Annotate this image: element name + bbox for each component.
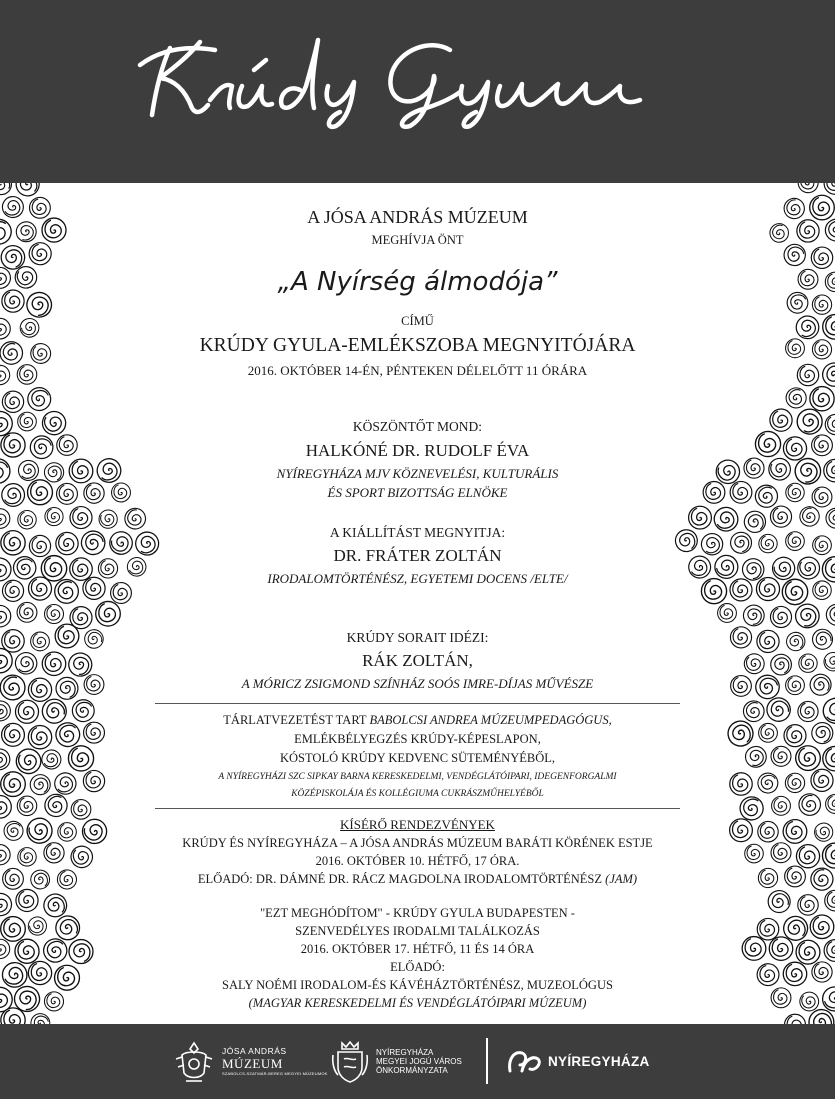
logo3-text: NYÍREGYHÁZA — [548, 1053, 650, 1069]
swirl-ornament — [796, 845, 819, 868]
swirl-ornament — [0, 605, 11, 626]
swirl-ornament — [785, 866, 806, 887]
swirl-ornament — [806, 670, 835, 699]
swirl-ornament — [810, 387, 834, 411]
swirl-ornament — [41, 556, 66, 581]
swirl-ornament — [797, 364, 818, 385]
swirl-ornament — [0, 215, 16, 249]
swirl-ornament — [785, 773, 804, 792]
swirl-ornament — [826, 795, 835, 814]
swirl-ornament — [29, 773, 52, 796]
swirl-ornament — [0, 267, 10, 288]
swirl-ornament — [17, 796, 36, 815]
swirl-ornament — [28, 868, 52, 892]
swirl-ornament — [796, 746, 821, 771]
swirl-ornament — [18, 848, 36, 866]
swirl-ornament — [754, 674, 781, 701]
swirl-ornament — [782, 242, 807, 267]
swirl-ornament — [69, 939, 93, 963]
swirl-ornament — [757, 918, 779, 940]
swirl-ornament — [786, 483, 804, 501]
swirl-ornament — [1, 917, 26, 942]
swirl-ornament — [740, 602, 767, 629]
brand-mark-icon — [504, 1045, 542, 1079]
swirl-ornament — [799, 654, 817, 672]
swirl-ornament — [784, 725, 806, 747]
logo2-line1: NYÍREGYHÁZA — [376, 1047, 434, 1057]
logo2-line3: ÖNKORMÁNYZATA — [376, 1066, 448, 1076]
swirl-ornament — [770, 654, 792, 676]
swirl-ornament — [771, 988, 791, 1008]
swirl-ornament — [28, 577, 51, 600]
swirl-ornament — [29, 535, 50, 556]
swirl-ornament — [820, 695, 835, 726]
swirl-ornament — [795, 183, 822, 196]
swirl-ornament — [822, 843, 835, 868]
event2-speaker: SALY NOÉMI IRODALOM-ÉS KÁVÉHÁZTÖRTÉNÉSZ, MUZEOLÓGUS — [222, 978, 613, 992]
swirl-ornament — [84, 483, 104, 503]
event2-date: 2016. OKTÓBER 17. HÉTFŐ, 11 ÉS 14 ÓRA — [300, 942, 535, 956]
swirl-ornament — [28, 241, 53, 266]
swirl-ornament — [79, 529, 107, 557]
swirl-ornament — [31, 632, 50, 651]
swirl-ornament — [782, 384, 810, 412]
josa-museum-logo — [172, 1024, 328, 1099]
invites-text: MEGHÍVJA ÖNT — [371, 233, 464, 247]
swirl-ornament — [68, 843, 96, 871]
swirl-ornament — [825, 603, 835, 626]
greeting-label: KÖSZÖNTŐT MOND: — [352, 419, 483, 434]
swirl-ornament — [756, 771, 780, 795]
swirl-ornament — [718, 604, 737, 623]
swirl-ornament — [98, 559, 117, 578]
opening-name: DR. FRÁTER ZOLTÁN — [333, 546, 502, 565]
swirl-ornament — [28, 725, 51, 748]
greeting-role-line2: ÉS SPORT BIZOTTSÁG ELNÖKE — [327, 485, 508, 500]
swirl-ornament — [797, 220, 819, 242]
swirl-ornament — [84, 722, 105, 743]
logo1-line2: MÚZEUM — [222, 1055, 283, 1071]
swirl-ornament — [44, 462, 64, 482]
swirl-ornament — [825, 272, 835, 291]
swirl-ornament — [0, 337, 27, 369]
swirl-ornament — [725, 718, 757, 750]
tour-prefix: TÁRLATVEZETÉST TART — [223, 713, 367, 727]
swirl-ornament — [0, 796, 11, 819]
swirl-ornament — [783, 962, 806, 985]
swirl-ornament — [0, 363, 12, 387]
swirl-ornament — [796, 503, 823, 530]
footer-divider — [486, 1038, 488, 1084]
swirl-ornament — [81, 626, 107, 652]
swirl-ornament — [764, 886, 795, 917]
event1-speaker — [125, 872, 710, 887]
swirl-ornament — [730, 773, 752, 795]
swirl-ornament — [42, 218, 66, 242]
swirl-ornament — [786, 339, 805, 358]
swirl-ornament — [40, 748, 62, 770]
swirl-ornament — [18, 316, 42, 340]
swirl-ornament — [819, 359, 835, 390]
greeting-name: HALKÓNÉ DR. RUDOLF ÉVA — [305, 441, 530, 460]
swirl-ornament — [798, 269, 818, 289]
swirl-ornament — [771, 843, 791, 863]
swirl-ornament — [12, 650, 39, 677]
swirl-ornament — [28, 678, 51, 701]
swirl-ornament — [757, 630, 779, 652]
event2-title-line2: SZENVEDÉLYES IRODALMI TALÁLKOZÁS — [295, 924, 540, 938]
museum-name: A JÓSA ANDRÁS MÚZEUM — [307, 207, 528, 227]
swirl-ornament — [2, 630, 24, 652]
swirl-ornament — [57, 822, 76, 841]
swirl-ornament — [83, 770, 104, 791]
swirl-ornament — [770, 606, 791, 627]
school-line1: A NYÍREGYHÁZI SZC SIPKAY BARNA KERESKEDELMI, VENDÉGLÁTÓIPARI, IDEGENFORGALMI — [218, 772, 617, 782]
signature-image — [130, 20, 700, 130]
swirl-ornament — [0, 939, 10, 958]
swirl-ornament — [756, 963, 780, 987]
swirl-ornament — [811, 819, 835, 844]
swirl-ornament — [812, 487, 832, 507]
swirl-ornament — [0, 459, 10, 484]
swirl-ornament — [23, 289, 55, 321]
swirl-ornament — [822, 986, 835, 1012]
swirl-ornament — [744, 458, 764, 478]
swirl-ornament — [2, 290, 24, 312]
event1-speaker-text: ELŐADÓ: DR. DÁMNÉ DR. RÁCZ MAGDOLNA IRODALOMTÖRTÉNÉSZ — [197, 872, 603, 886]
swirl-ornament — [28, 196, 51, 219]
swirl-ornament — [771, 746, 791, 766]
nyiregyhaza-brand-logo — [504, 1024, 650, 1099]
invitation-content — [125, 183, 710, 1024]
swirl-ornament — [811, 769, 833, 791]
swirl-ornament — [0, 509, 10, 529]
swirl-ornament — [83, 577, 105, 599]
school-line2: KÖZÉPISKOLÁJA ÉS KOLLÉGIUMA CUKRÁSZMŰHELYÉBŐL — [291, 789, 544, 799]
swirl-ornament — [55, 624, 79, 648]
tour-line — [125, 713, 710, 728]
swirl-ornament — [0, 482, 26, 509]
swirl-ornament — [44, 992, 63, 1011]
swirl-ornament — [18, 412, 37, 431]
swirl-ornament — [824, 183, 835, 194]
swirl-ornament — [26, 914, 49, 937]
swirl-ornament — [42, 652, 65, 675]
swirl-ornament — [782, 818, 808, 844]
swirl-ornament — [18, 510, 36, 528]
greeting-role-line1: NYÍREGYHÁZA MJV KÖZNEVELÉSI, KULTURÁLIS — [276, 466, 559, 481]
logo1-line1: JÓSA ANDRÁS — [222, 1045, 287, 1056]
swirl-ornament — [730, 819, 753, 842]
swirl-ornament — [786, 532, 805, 551]
swirl-ornament — [28, 480, 53, 505]
swirl-ornament — [755, 431, 780, 456]
swirl-ornament — [792, 312, 823, 343]
swirl-ornament — [798, 701, 818, 721]
swirl-ornament — [756, 577, 779, 600]
event1-title: KRÚDY ÉS NYÍREGYHÁZA – A JÓSA ANDRÁS MÚZEUM BARÁTI KÖRÉNEK ESTJE — [182, 836, 653, 850]
header-band — [0, 0, 835, 183]
city-coat-of-arms-icon — [330, 1039, 370, 1085]
swirl-ornament — [741, 742, 770, 771]
swirl-ornament — [28, 341, 53, 366]
swirl-ornament — [822, 557, 835, 582]
swirl-ornament — [712, 505, 740, 533]
swirl-ornament — [57, 483, 78, 504]
swirl-ornament — [1, 433, 25, 457]
swirl-ornament — [71, 698, 96, 723]
swirl-ornament — [772, 796, 791, 815]
swirl-ornament — [766, 220, 792, 246]
swirl-ornament — [96, 601, 121, 626]
swirl-ornament — [812, 295, 831, 314]
swirl-ornament — [0, 745, 14, 773]
swirl-ornament — [812, 962, 832, 982]
swirl-ornament — [56, 677, 78, 699]
swirl-ornament — [729, 531, 753, 555]
swirl-ornament — [795, 790, 825, 820]
swirl-ornament — [78, 815, 112, 849]
footer-band — [0, 1024, 835, 1099]
swirl-ornament — [810, 195, 835, 220]
swirl-ornament — [2, 819, 25, 842]
quotes-name: RÁK ZOLTÁN, — [362, 651, 473, 670]
event-title: „A Nyírség álmodója” — [277, 267, 558, 297]
event2-title-line1: "EZT MEGHÓDÍTOM" - KRÚDY GYULA BUDAPESTEN - — [260, 906, 575, 920]
swirl-ornament — [769, 937, 792, 960]
swirl-ornament — [759, 723, 778, 742]
swirl-ornament — [56, 532, 78, 554]
swirl-ornament — [44, 843, 64, 863]
swirl-ornament — [730, 481, 752, 503]
swirl-ornament — [758, 868, 777, 887]
tour-guide: BABOLCSI ANDREA MÚZEUMPEDAGÓGUS, — [369, 713, 612, 727]
swirl-ornament — [1, 772, 26, 797]
swirl-ornament — [825, 890, 835, 911]
swirl-ornament — [52, 770, 79, 797]
quotes-label: KRÚDY SORAIT IDÉZI: — [346, 630, 489, 645]
swirl-ornament — [56, 869, 78, 891]
swirl-ornament — [782, 579, 807, 604]
swirl-ornament — [45, 507, 63, 525]
swirl-ornament — [17, 602, 37, 622]
swirl-ornament — [70, 558, 93, 581]
swirl-ornament — [71, 800, 91, 820]
divider-bottom — [155, 808, 680, 809]
swirl-ornament — [796, 940, 820, 964]
swirl-ornament — [770, 506, 791, 527]
swirl-ornament — [813, 536, 832, 555]
swirl-ornament — [0, 698, 13, 723]
swirl-ornament — [55, 965, 80, 990]
swirl-ornament — [783, 437, 806, 460]
swirl-ornament — [730, 627, 751, 648]
swirl-ornament — [68, 746, 93, 771]
swirl-ornament — [824, 459, 835, 481]
swirl-ornament — [0, 891, 14, 918]
swirl-ornament — [17, 365, 37, 385]
swirl-ornament — [16, 889, 38, 911]
swirl-ornament — [812, 340, 831, 359]
swirl-ornament — [812, 435, 833, 456]
swirl-ornament — [794, 553, 824, 583]
swirl-ornament — [95, 506, 121, 532]
swirl-ornament — [1, 245, 25, 269]
swirl-ornament — [758, 821, 778, 841]
event1-speaker-suffix: (JAM) — [605, 872, 638, 886]
logo1-line3: SZABOLCS-SZATMÁR-BEREG MEGYEI MÚZEUMOK — [222, 1070, 328, 1076]
divider-top — [155, 703, 680, 704]
swirl-ornament — [15, 700, 38, 723]
opening-role: IRODALOMTÖRTÉNÉSZ, EGYETEMI DOCENS /ELTE/ — [267, 571, 568, 586]
swirl-ornament — [784, 630, 807, 653]
swirl-ornament — [70, 507, 92, 529]
swirl-ornament — [12, 218, 40, 246]
swirl-ornament — [785, 1014, 806, 1024]
event-date: 2016. OKTÓBER 14-ÉN, PÉNTEKEN DÉLELŐTT 11 ÓRÁRA — [247, 363, 588, 378]
swirl-ornament — [29, 434, 55, 460]
swirl-ornament — [44, 604, 63, 623]
swirl-ornament — [3, 868, 24, 889]
nyiregyhaza-city-logo — [330, 1024, 462, 1099]
swirl-ornament — [731, 676, 752, 697]
swirl-ornament — [786, 292, 808, 314]
swirl-ornament — [2, 723, 25, 746]
swirl-ornament — [811, 247, 832, 268]
swirl-ornament — [1, 531, 25, 555]
swirl-ornament — [0, 845, 10, 865]
opening-label: A KIÁLLÍTÁST MEGNYITJA: — [329, 525, 506, 540]
swirl-ornament — [781, 195, 808, 222]
swirl-ornament — [0, 556, 13, 582]
event-name: KRÚDY GYULA-EMLÉKSZOBA MEGNYITÓJÁRA — [199, 335, 636, 356]
swirl-ornament — [15, 939, 39, 963]
titled-text: CÍMŰ — [401, 314, 434, 328]
swirl-ornament — [823, 746, 835, 770]
swirl-ornament — [820, 649, 835, 675]
swirl-ornament — [770, 409, 792, 431]
swirl-ornament — [823, 413, 835, 437]
swirl-ornament — [1, 579, 25, 603]
quotes-role: A MÓRICZ ZSIGMOND SZÍNHÁZ SOÓS IMRE-DÍJAS MŰVÉSZE — [241, 676, 594, 691]
swirl-ornament — [0, 318, 10, 339]
swirl-ornament — [30, 1012, 51, 1024]
swirl-ornament — [57, 435, 78, 456]
swirl-ornament — [786, 676, 805, 695]
swirl-ornament — [810, 915, 834, 939]
event2-speaker-label: ELŐADÓ: — [390, 960, 445, 974]
swirl-ornament — [2, 391, 23, 412]
swirl-ornament — [713, 553, 740, 580]
swirl-ornament — [824, 940, 835, 962]
tasting-line: KÓSTOLÓ KRÚDY KEDVENC SÜTEMÉNYÉBŐL, — [280, 751, 555, 765]
swirl-ornament — [69, 459, 93, 483]
swirl-ornament — [810, 721, 834, 745]
swirl-ornament — [2, 962, 28, 988]
swirl-ornament — [809, 626, 835, 653]
swirl-ornament — [807, 864, 835, 894]
swirl-ornament — [822, 504, 835, 532]
swirl-ornament — [759, 534, 777, 552]
swirl-ornament — [28, 961, 51, 984]
swirl-ornament — [84, 675, 104, 695]
swirl-ornament — [93, 455, 125, 487]
event2-institution: (MAGYAR KERESKEDELMI ÉS VENDÉGLÁTÓIPARI MÚZEUM) — [248, 996, 587, 1010]
swirl-ornament — [742, 651, 767, 676]
swirl-ornament — [798, 895, 818, 915]
swirl-ornament — [813, 581, 832, 600]
swirl-ornament — [730, 579, 752, 601]
logo2-line2: MEGYEI JOGÚ VÁROS — [376, 1056, 462, 1066]
swirl-ornament — [1, 195, 26, 220]
swirl-ornament — [742, 937, 766, 961]
swirl-ornament — [742, 508, 769, 535]
event1-date: 2016. OKTÓBER 10. HÉTFŐ, 17 ÓRA. — [315, 854, 520, 868]
swirl-ornament — [823, 315, 835, 340]
stamp-line: EMLÉKBÉLYEGZÉS KRÚDY-KÉPESLAPON, — [294, 732, 541, 746]
swirl-ornament — [745, 844, 764, 863]
swirl-ornament — [27, 387, 52, 412]
side-events-heading: KÍSÉRŐ RENDEZVÉNYEK — [340, 817, 495, 832]
museum-crest-icon — [172, 1039, 216, 1085]
